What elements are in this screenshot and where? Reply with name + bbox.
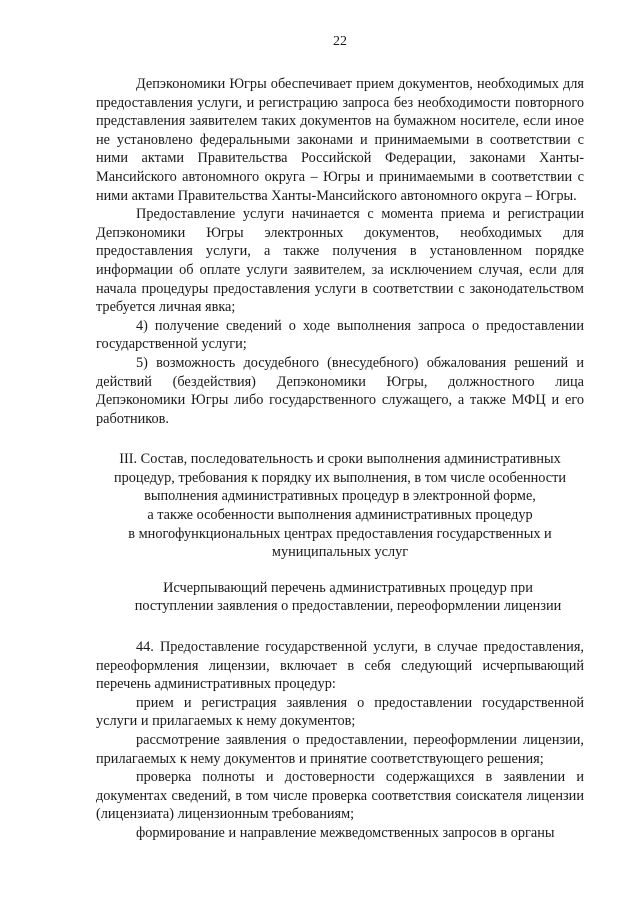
section-heading-line: выполнения административных процедур в электронной форме, <box>144 488 536 505</box>
paragraph-item-5: 5) возможность досудебного (внесудебного) обжалования решений и действий (бездействия) Депэкономики Югры, должностного лица Депэкономики Югры либо государственного служащего, а также МФЦ и его работников. <box>96 354 584 427</box>
document-body <box>96 75 584 843</box>
paragraph-procedure-requests: формирование и направление межведомственных запросов в органы <box>136 824 555 841</box>
sub-heading-line: Исчерпывающий перечень административных процедур при <box>163 579 533 596</box>
paragraph-44: 44. Предоставление государственной услуги, в случае предоставления, переоформления лицензии, включает в себя следующий исчерпывающий перечень административных процедур: <box>96 639 584 693</box>
section-heading-line: III. Состав, последовательность и сроки выполнения административных <box>119 451 561 468</box>
section-heading-iii <box>96 450 584 562</box>
section-heading-line: муниципальных услуг <box>271 544 409 561</box>
paragraph-procedure-review: рассмотрение заявления о предоставлении, переоформлении лицензии, прилагаемых к нему документов и принятие соответствующего решения; <box>96 732 584 767</box>
sub-heading-line: поступлении заявления о предоставлении, переоформлении лицензии <box>134 598 562 615</box>
section-heading-line: а также особенности выполнения административных процедур <box>147 507 533 524</box>
paragraph-item-4: 4) получение сведений о ходе выполнения запроса о предоставлении государственной услуги; <box>96 317 584 353</box>
paragraph-document-acceptance: Депэкономики Югры обеспечивает прием документов, необходимых для предоставления услуги, и регистрацию запроса без необходимости повторного представления заявителем таких документов на бумажном носителе, если иное не установлено федеральными законами и принимаемыми в соответствии с ними актами Правительства Российской Федерации, законами Ханты-Мансийского автономного округа – Югры и принимаемыми в соответствии с ними актами Правительства Ханты-Мансийского автономного округа – Югры. <box>96 76 584 204</box>
sub-heading-procedures-list <box>96 579 584 616</box>
page-number: 22 <box>333 34 347 49</box>
paragraph-procedure-reception: прием и регистрация заявления о предоставлении государственной услуги и прилагаемых к нему документов; <box>96 694 584 730</box>
section-heading-line: процедур, требования к порядку их выполнения, в том числе особенности <box>113 469 567 486</box>
paragraph-procedure-verification: проверка полноты и достоверности содержащихся в заявлении и документах сведений, в том числе проверка соответствия соискателя лицензии (лицензиата) лицензионным требованиям; <box>96 769 584 823</box>
section-heading-line: в многофункциональных центрах предоставления государственных и <box>128 525 552 542</box>
paragraph-service-start: Предоставление услуги начинается с момента приема и регистрации Депэкономики Югры электронных документов, необходимых для предоставления услуги, а также получения в установленном порядке информации об оплате услуги заявителем, за исключением случая, если для начала процедуры предоставления услуги в соответствии с законодательством требуется личная явка; <box>96 206 584 316</box>
